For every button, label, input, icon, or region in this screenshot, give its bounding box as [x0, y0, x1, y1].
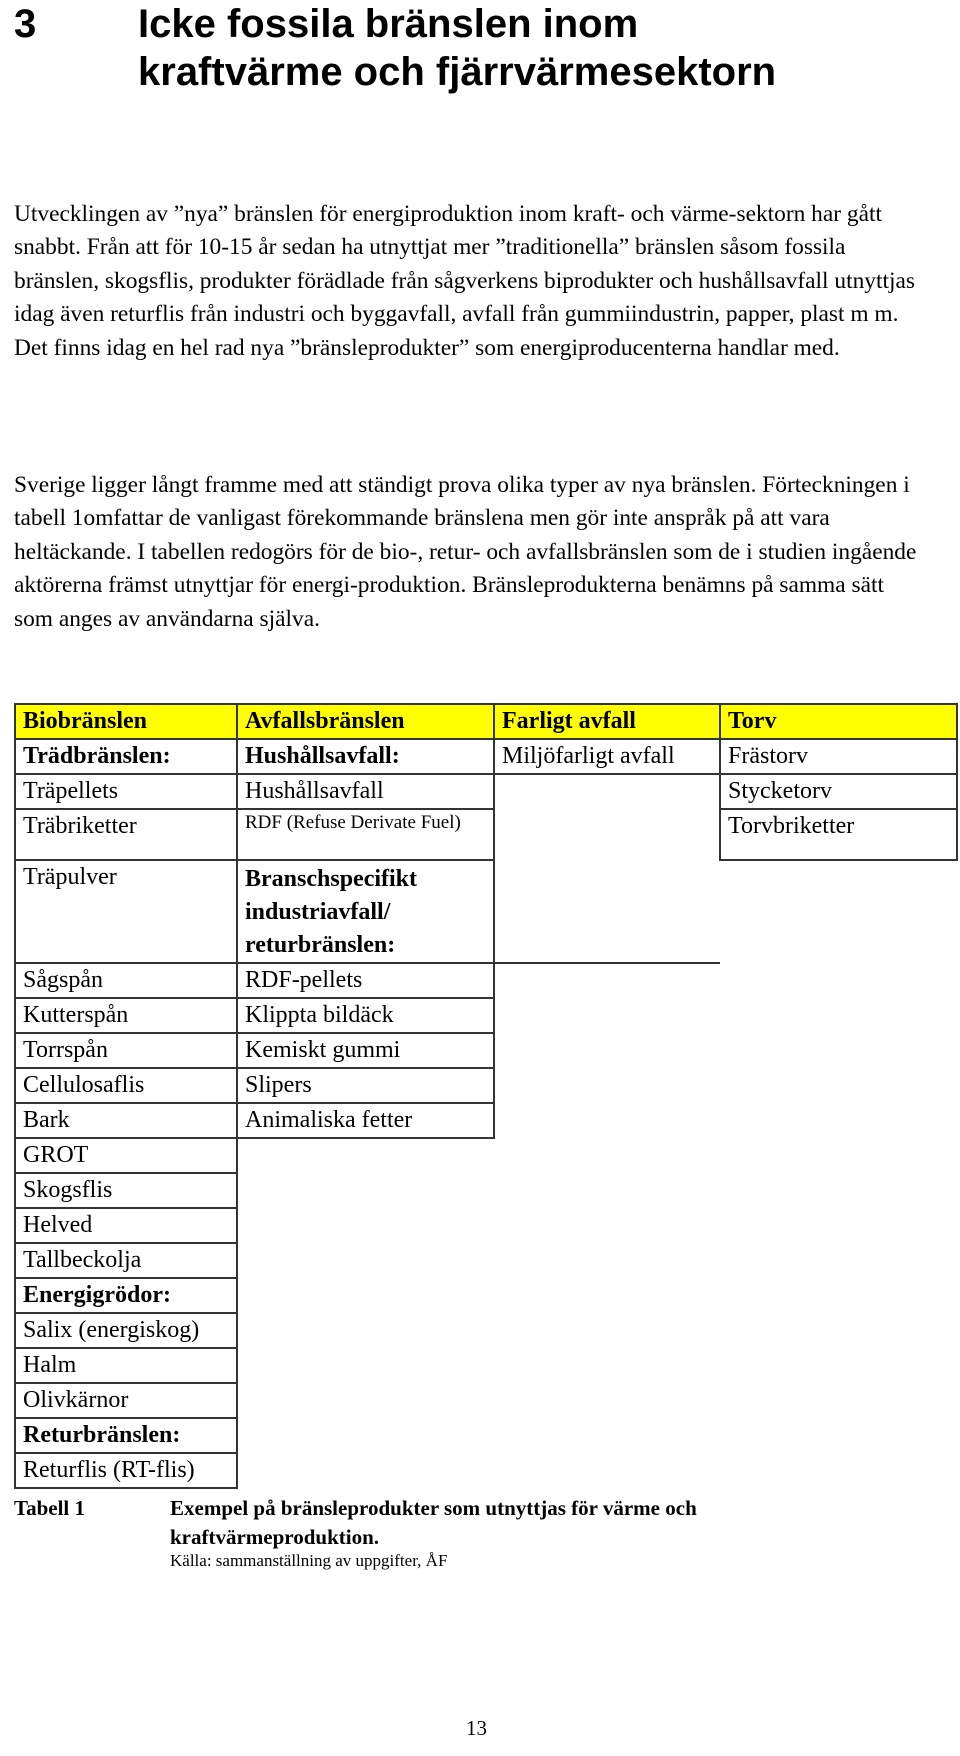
table-cell: Klippta bildäck [237, 998, 494, 1033]
table-cell: Stycketorv [720, 774, 957, 809]
table-cell: Slipers [237, 1068, 494, 1103]
paragraph-sweden: Sverige ligger långt framme med att ständigt prova olika typer av nya bränslen. Förteckningen i tabell 1omfattar de vanligast förekommande bränslena men gör inte anspråk på att vara heltäckande. I tabellen redogörs för de bio-, retur- och avfallsbränslen som de i studien ingående aktörerna främst utnyttjar för energi-produktion. Bränsleprodukterna benämns på samma sätt som anges av användarna själva. [14, 472, 917, 632]
header-torv: Torv [720, 704, 957, 739]
table-row [15, 1173, 957, 1208]
table-cell: Halm [15, 1348, 237, 1383]
paragraph-intro: Utvecklingen av ”nya” bränslen för energiproduktion inom kraft- och värme-sektorn har gått snabbt. Från att för 10-15 år sedan ha utnyttjat mer ”traditionella” bränslen såsom fossila bränslen, skogsflis, produkter förädlade från sågverkens biprodukter och hushållsavfall utnyttjas idag även returflis från industri och byggavfall, avfall från gummiindustrin, papper, plast m m. Det finns idag en hel rad nya ”bränsleprodukter” som energiproducenterna handlar med. [14, 201, 915, 361]
table-row [15, 739, 957, 774]
table-cell: Animaliska fetter [237, 1103, 494, 1138]
table-caption-label: Tabell 1 [14, 1496, 85, 1520]
chapter-number: 3 [14, 2, 37, 46]
table-cell-empty [494, 860, 720, 963]
table-cell: Träbriketter [15, 809, 237, 860]
table-cell: Returflis (RT-flis) [15, 1453, 237, 1488]
page-number: 13 [466, 1716, 487, 1740]
table-row [15, 1033, 957, 1068]
table-row [15, 963, 957, 998]
table-row [15, 1418, 957, 1453]
table-cell: Kutterspån [15, 998, 237, 1033]
table-row [15, 1208, 957, 1243]
table-cell-empty [720, 860, 957, 963]
chapter-title-line-2: kraftvärme och fjärrvärmesektorn [138, 50, 777, 94]
table-cell: Torvbriketter [720, 809, 957, 860]
table-cell: Cellulosaflis [15, 1068, 237, 1103]
table-cell: Miljöfarligt avfall [494, 739, 720, 774]
table-cell: Helved [15, 1208, 237, 1243]
table-cell: Branschspecifikt industriavfall/ returbränslen: [237, 860, 494, 963]
table-cell: Träpellets [15, 774, 237, 809]
chapter-title-line-1: Icke fossila bränslen inom [138, 2, 639, 46]
table-caption-source: Källa: sammanställning av uppgifter, ÅF [170, 1551, 448, 1570]
table-row [15, 1138, 957, 1173]
table-cell: Sågspån [15, 963, 237, 998]
table-row [15, 1103, 957, 1138]
table-row [15, 1068, 957, 1103]
table-row [15, 1383, 957, 1418]
table-cell: GROT [15, 1138, 237, 1173]
table-cell: Skogsflis [15, 1173, 237, 1208]
table-cell: Träpulver [15, 860, 237, 963]
table-row [15, 1278, 957, 1313]
table-cell: Hushållsavfall [237, 774, 494, 809]
table-row [15, 998, 957, 1033]
table-cell: Frästorv [720, 739, 957, 774]
header-farligt-avfall: Farligt avfall [494, 704, 720, 739]
table-cell: Salix (energiskog) [15, 1313, 237, 1348]
table-cell: RDF-pellets [237, 963, 494, 998]
table-cell: RDF (Refuse Derivate Fuel) [237, 809, 494, 860]
table-cell: Returbränslen: [15, 1418, 237, 1453]
table-cell: Torrspån [15, 1033, 237, 1068]
table-cell: Olivkärnor [15, 1383, 237, 1418]
table-cell: Hushållsavfall: [237, 739, 494, 774]
table-row [15, 860, 957, 963]
table-cell: Tallbeckolja [15, 1243, 237, 1278]
table-row [15, 1348, 957, 1383]
table-row [15, 1453, 957, 1488]
table-caption-text: Exempel på bränsleprodukter som utnyttjas för värme och kraftvärmeproduktion. [170, 1496, 697, 1549]
table-row [15, 1313, 957, 1348]
table-cell: Trädbränslen: [15, 739, 237, 774]
header-biobransle: Biobränslen [15, 704, 237, 739]
table-header-row [15, 704, 957, 739]
table-cell: Kemiskt gummi [237, 1033, 494, 1068]
fuel-table [14, 703, 958, 1489]
table-row [15, 774, 957, 809]
table-cell: Bark [15, 1103, 237, 1138]
table-cell-empty [494, 809, 720, 860]
table-row [15, 1243, 957, 1278]
table-cell-empty [494, 774, 720, 809]
header-avfallsbransle: Avfallsbränslen [237, 704, 494, 739]
table-row [15, 809, 957, 860]
chapter-title [138, 0, 938, 96]
table-cell: Energigrödor: [15, 1278, 237, 1313]
